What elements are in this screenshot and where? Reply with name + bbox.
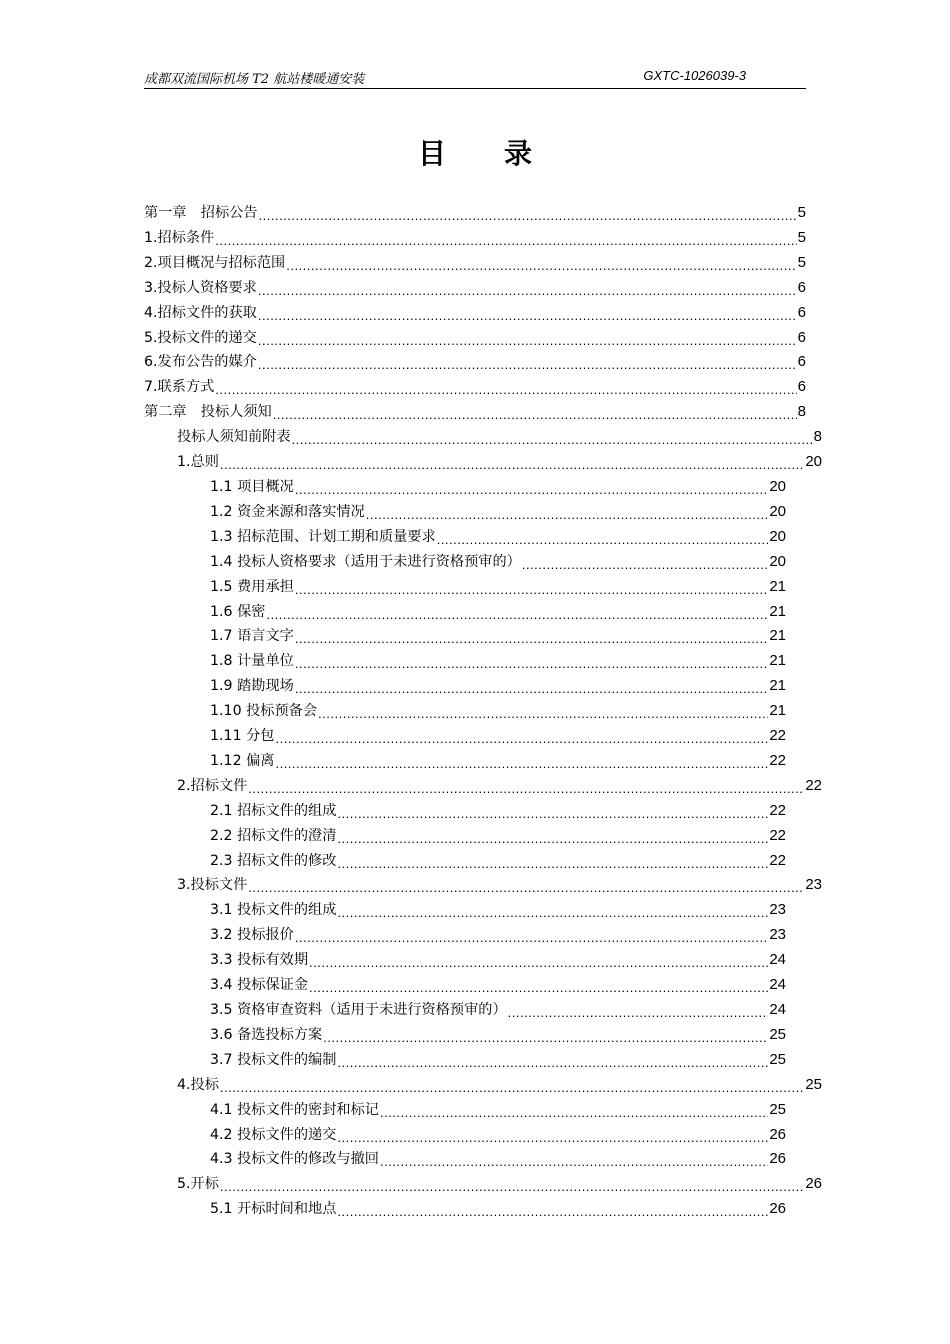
toc-entry-page-number: 5 [797, 228, 806, 246]
toc-entry-page-number: 24 [769, 1001, 786, 1018]
toc-entry-page-number: 26 [769, 1200, 786, 1218]
toc-entry[interactable] [144, 1123, 786, 1148]
toc-entry[interactable] [144, 923, 786, 948]
toc-entry-label: 3.2 投标报价 [210, 927, 294, 944]
toc-entry[interactable] [144, 649, 786, 674]
toc-entry[interactable] [144, 1023, 786, 1048]
toc-entry[interactable] [144, 425, 822, 450]
toc-entry[interactable] [144, 500, 786, 525]
toc-entry-page-number: 22 [769, 851, 786, 869]
toc-entry[interactable] [144, 1098, 786, 1123]
toc-entry-label: 第一章 招标公告 [144, 205, 258, 221]
toc-title: 目录 [417, 137, 590, 170]
toc-entry-label: 1.总则 [177, 454, 219, 471]
toc-entry-label: 5.开标 [177, 1176, 219, 1193]
toc-entry-page-number: 25 [769, 1025, 786, 1043]
header-document-number: GXTC-1026039-3 [643, 68, 746, 83]
toc-entry[interactable] [144, 674, 786, 699]
toc-entry-page-number: 5 [797, 204, 806, 221]
toc-entry-page-number: 22 [769, 727, 786, 745]
toc-entry-label: 1.6 保密 [210, 603, 266, 620]
toc-entry-label: 3.投标人资格要求 [144, 279, 257, 296]
toc-entry[interactable] [144, 1197, 786, 1222]
toc-entry-label: 4.投标 [177, 1076, 219, 1093]
toc-entry-label: 1.12 偏离 [210, 752, 275, 769]
toc-entry-page-number: 20 [769, 552, 786, 570]
toc-entry-label: 1.4 投标人资格要求（适用于未进行资格预审的） [210, 553, 521, 570]
toc-entry-label: 5.投标文件的递交 [144, 329, 257, 346]
toc-entry-label: 4.招标文件的获取 [144, 304, 257, 321]
toc-entry-label: 1.8 计量单位 [210, 653, 294, 670]
toc-entry[interactable] [144, 898, 786, 923]
toc-entry-page-number: 22 [769, 826, 786, 844]
toc-entry-label: 1.7 语言文字 [210, 628, 294, 645]
toc-entry-page-number: 20 [769, 502, 786, 520]
toc-entry-page-number: 22 [769, 751, 786, 769]
toc-entry-label: 2.1 招标文件的组成 [210, 802, 337, 819]
toc-entry-page-number: 24 [769, 976, 786, 994]
toc-entry[interactable] [144, 400, 806, 425]
toc-entry-page-number: 21 [769, 702, 786, 720]
toc-entry[interactable] [144, 998, 786, 1023]
toc-entry[interactable] [144, 251, 806, 276]
toc-entry-label: 4.2 投标文件的递交 [210, 1126, 337, 1143]
toc-entry-page-number: 6 [797, 303, 806, 321]
toc-entry[interactable] [144, 699, 786, 724]
toc-entry[interactable] [144, 450, 822, 475]
toc-entry-page-number: 24 [769, 951, 786, 969]
toc-entry-label: 7.联系方式 [144, 379, 215, 396]
toc-entry-label: 3.4 投标保证金 [210, 977, 309, 994]
toc-entry-page-number: 5 [797, 253, 806, 271]
toc-entry[interactable] [144, 276, 806, 301]
toc-entry-page-number: 25 [769, 1050, 786, 1068]
toc-entry-label: 2.3 招标文件的修改 [210, 852, 337, 869]
toc-entry-label: 1.10 投标预备会 [210, 703, 318, 720]
toc-entry[interactable] [144, 475, 786, 500]
toc-entry[interactable] [144, 824, 786, 849]
toc-entry-label: 2.项目概况与招标范围 [144, 254, 286, 271]
toc-entry-page-number: 21 [769, 652, 786, 670]
dot-leader [337, 1200, 768, 1225]
toc-entry-page-number: 22 [769, 801, 786, 819]
toc-entry[interactable] [144, 600, 786, 625]
toc-entry-label: 1.3 招标范围、计划工期和质量要求 [210, 528, 436, 545]
toc-entry[interactable] [144, 525, 786, 550]
toc-entry[interactable] [144, 849, 786, 874]
toc-entry-label: 4.3 投标文件的修改与撤回 [210, 1151, 379, 1168]
toc-entry[interactable] [144, 575, 786, 600]
toc-entry-label: 2.2 招标文件的澄清 [210, 827, 337, 844]
toc-entry-label: 6.发布公告的媒介 [144, 354, 257, 371]
toc-entry-label: 1.招标条件 [144, 229, 215, 246]
toc-entry[interactable] [144, 1073, 822, 1098]
toc-entry-page-number: 21 [769, 602, 786, 620]
toc-entry[interactable] [144, 799, 786, 824]
toc-entry-page-number: 25 [805, 1075, 822, 1093]
toc-entry-page-number: 26 [805, 1175, 822, 1193]
toc-entry-page-number: 23 [805, 876, 822, 894]
toc-entry-page-number: 6 [797, 278, 806, 296]
toc-entry[interactable] [144, 550, 786, 575]
toc-entry-page-number: 20 [769, 477, 786, 495]
toc-entry-label: 3.投标文件 [177, 877, 248, 894]
toc-entry-label: 2.招标文件 [177, 777, 248, 794]
toc-entry-page-number: 8 [797, 403, 806, 421]
header-project-name: 成都双流国际机场 T2 航站楼暖通安装 [144, 72, 365, 87]
toc-entry[interactable] [144, 948, 786, 973]
toc-entry-page-number: 21 [769, 577, 786, 595]
toc-entry-page-number: 26 [769, 1125, 786, 1143]
toc-entry-page-number: 6 [797, 353, 806, 371]
toc-entry-label: 3.1 投标文件的组成 [210, 902, 337, 919]
toc-entry-label: 1.1 项目概况 [210, 478, 294, 495]
toc-entry-label: 1.9 踏勘现场 [210, 678, 294, 695]
toc-entry-page-number: 25 [769, 1100, 786, 1118]
toc-entry-label: 1.5 费用承担 [210, 578, 294, 595]
toc-entry-label: 第二章 投标人须知 [144, 404, 272, 421]
toc-entry-label: 投标人须知前附表 [177, 429, 291, 446]
toc-entry-label: 1.2 资金来源和落实情况 [210, 503, 365, 520]
toc-entry[interactable] [144, 226, 806, 251]
toc-entry[interactable] [144, 873, 822, 898]
toc-entry[interactable] [144, 375, 806, 400]
toc-entry-page-number: 23 [769, 901, 786, 919]
table-of-contents [144, 201, 822, 1222]
toc-entry-label: 3.7 投标文件的编制 [210, 1051, 337, 1068]
toc-entry-label: 3.5 资格审查资料（适用于未进行资格预审的） [210, 1002, 507, 1018]
toc-entry-page-number: 6 [797, 378, 806, 396]
toc-entry[interactable] [144, 624, 786, 649]
toc-entry[interactable] [144, 724, 786, 749]
toc-entry-label: 1.11 分包 [210, 728, 275, 745]
toc-entry[interactable] [144, 201, 806, 226]
toc-entry-page-number: 20 [805, 453, 822, 471]
toc-entry-label: 4.1 投标文件的密封和标记 [210, 1101, 379, 1118]
toc-entry[interactable] [144, 350, 806, 375]
page-header [144, 66, 806, 89]
toc-entry-page-number: 20 [769, 527, 786, 545]
toc-entry[interactable] [144, 301, 806, 326]
toc-entry-page-number: 6 [797, 328, 806, 346]
toc-entry[interactable] [144, 1147, 786, 1172]
toc-entry[interactable] [144, 1048, 786, 1073]
toc-entry-page-number: 8 [813, 428, 822, 446]
toc-entry[interactable] [144, 774, 822, 799]
toc-entry-page-number: 21 [769, 677, 786, 695]
toc-entry-page-number: 21 [769, 627, 786, 645]
toc-entry[interactable] [144, 326, 806, 351]
toc-entry-label: 3.6 备选投标方案 [210, 1026, 323, 1043]
toc-entry[interactable] [144, 749, 786, 774]
toc-entry-label: 5.1 开标时间和地点 [210, 1201, 337, 1218]
toc-entry-page-number: 26 [769, 1150, 786, 1168]
toc-entry-page-number: 23 [769, 926, 786, 944]
toc-entry-label: 3.3 投标有效期 [210, 952, 309, 969]
toc-entry-page-number: 22 [805, 776, 822, 794]
toc-entry[interactable] [144, 973, 786, 998]
toc-entry[interactable] [144, 1172, 822, 1197]
